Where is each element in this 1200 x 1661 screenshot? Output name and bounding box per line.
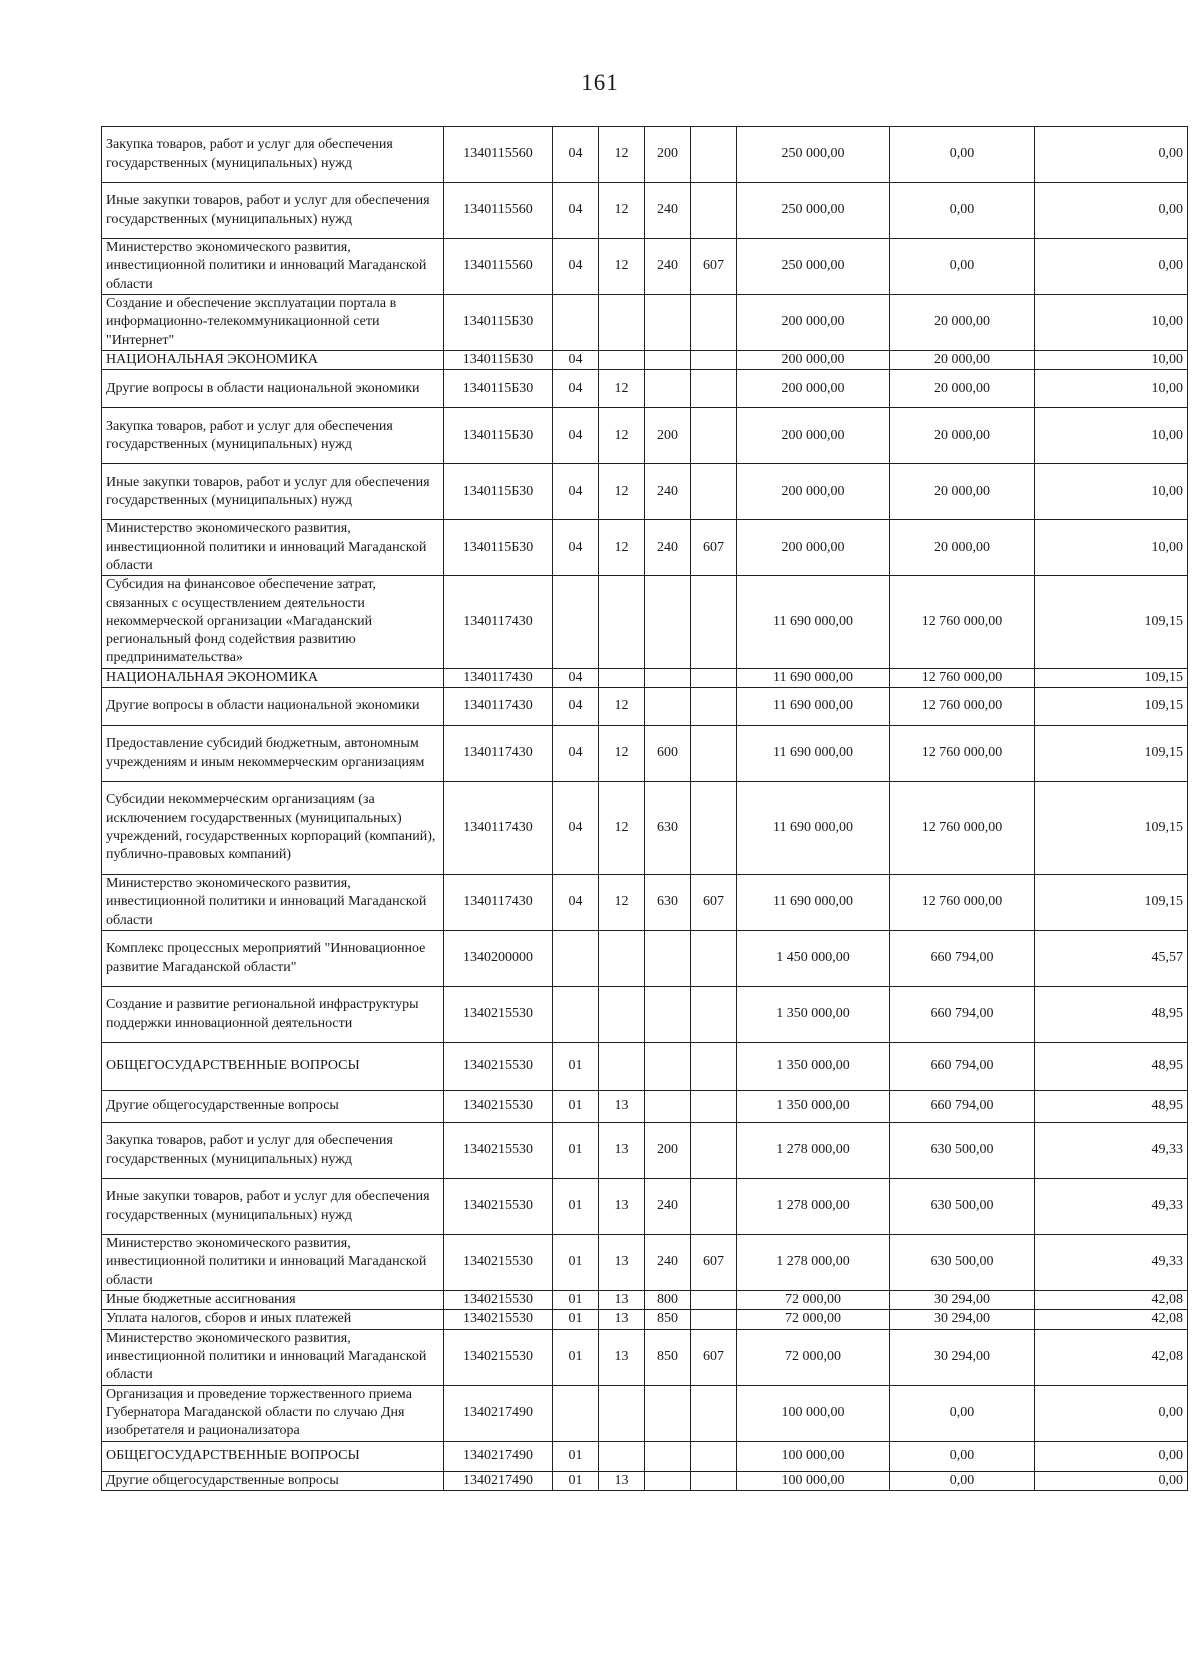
row-section: 01 — [553, 1091, 599, 1123]
row-execution-percent: 109,15 — [1035, 688, 1188, 726]
row-name: Иные закупки товаров, работ и услуг для обеспечения государственных (муниципальных) нужд — [102, 183, 444, 239]
table-row — [102, 1235, 1188, 1291]
row-subsection: 13 — [599, 1123, 645, 1179]
row-subsection: 12 — [599, 183, 645, 239]
row-expense-type — [645, 1385, 691, 1441]
row-actual-amount: 660 794,00 — [890, 1043, 1035, 1091]
row-section: 01 — [553, 1179, 599, 1235]
table-row — [102, 688, 1188, 726]
row-expense-type: 600 — [645, 726, 691, 782]
row-subsection — [599, 668, 645, 687]
row-actual-amount: 12 760 000,00 — [890, 875, 1035, 931]
row-planned-amount: 1 278 000,00 — [737, 1179, 890, 1235]
table-row — [102, 668, 1188, 687]
row-execution-percent: 42,08 — [1035, 1310, 1188, 1329]
row-execution-percent: 48,95 — [1035, 1043, 1188, 1091]
row-name: Закупка товаров, работ и услуг для обеспечения государственных (муниципальных) нужд — [102, 127, 444, 183]
row-expense-type — [645, 1091, 691, 1123]
row-execution-percent: 10,00 — [1035, 408, 1188, 464]
row-actual-amount: 30 294,00 — [890, 1310, 1035, 1329]
row-actual-amount: 0,00 — [890, 183, 1035, 239]
row-execution-percent: 45,57 — [1035, 931, 1188, 987]
row-administrator-code: 607 — [691, 875, 737, 931]
row-subsection: 12 — [599, 408, 645, 464]
row-execution-percent: 10,00 — [1035, 295, 1188, 351]
table-row — [102, 464, 1188, 520]
row-name: Организация и проведение торжественного приема Губернатора Магаданской области по случаю Дня изобретателя и рационализатора — [102, 1385, 444, 1441]
row-name: Уплата налогов, сборов и иных платежей — [102, 1310, 444, 1329]
row-target-code: 1340215530 — [444, 1329, 553, 1385]
row-section: 04 — [553, 464, 599, 520]
row-target-code: 1340115Б30 — [444, 464, 553, 520]
row-target-code: 1340200000 — [444, 931, 553, 987]
row-section: 01 — [553, 1329, 599, 1385]
row-administrator-code — [691, 1123, 737, 1179]
row-target-code: 1340215530 — [444, 1043, 553, 1091]
table-row — [102, 1123, 1188, 1179]
row-planned-amount: 1 350 000,00 — [737, 1043, 890, 1091]
row-target-code: 1340115560 — [444, 183, 553, 239]
row-actual-amount: 630 500,00 — [890, 1179, 1035, 1235]
row-planned-amount: 200 000,00 — [737, 295, 890, 351]
row-expense-type: 850 — [645, 1310, 691, 1329]
row-name: Министерство экономического развития, инвестиционной политики и инноваций Магаданской области — [102, 1329, 444, 1385]
table-row — [102, 408, 1188, 464]
row-planned-amount: 250 000,00 — [737, 183, 890, 239]
row-execution-percent: 49,33 — [1035, 1179, 1188, 1235]
row-subsection: 13 — [599, 1291, 645, 1310]
row-planned-amount: 11 690 000,00 — [737, 875, 890, 931]
row-subsection: 13 — [599, 1471, 645, 1490]
row-administrator-code: 607 — [691, 520, 737, 576]
row-actual-amount: 20 000,00 — [890, 351, 1035, 370]
row-administrator-code — [691, 1091, 737, 1123]
row-planned-amount: 100 000,00 — [737, 1471, 890, 1490]
table-row — [102, 1043, 1188, 1091]
row-target-code: 1340215530 — [444, 1291, 553, 1310]
row-subsection: 12 — [599, 875, 645, 931]
row-subsection: 12 — [599, 370, 645, 408]
row-expense-type: 630 — [645, 875, 691, 931]
row-target-code: 1340117430 — [444, 576, 553, 668]
row-name: Комплекс процессных мероприятий "Инновационное развитие Магаданской области" — [102, 931, 444, 987]
row-actual-amount: 30 294,00 — [890, 1291, 1035, 1310]
row-name: Иные бюджетные ассигнования — [102, 1291, 444, 1310]
row-execution-percent: 109,15 — [1035, 782, 1188, 875]
row-subsection: 12 — [599, 464, 645, 520]
row-planned-amount: 11 690 000,00 — [737, 576, 890, 668]
row-target-code: 1340117430 — [444, 875, 553, 931]
row-planned-amount: 11 690 000,00 — [737, 688, 890, 726]
row-target-code: 1340117430 — [444, 726, 553, 782]
row-target-code: 1340115Б30 — [444, 295, 553, 351]
row-name: Другие общегосударственные вопросы — [102, 1471, 444, 1490]
row-actual-amount: 20 000,00 — [890, 370, 1035, 408]
table-row — [102, 1091, 1188, 1123]
table-row — [102, 931, 1188, 987]
row-target-code: 1340217490 — [444, 1471, 553, 1490]
row-expense-type: 200 — [645, 408, 691, 464]
row-execution-percent: 0,00 — [1035, 127, 1188, 183]
table-row — [102, 520, 1188, 576]
row-subsection — [599, 1441, 645, 1471]
row-name: НАЦИОНАЛЬНАЯ ЭКОНОМИКА — [102, 351, 444, 370]
row-actual-amount: 12 760 000,00 — [890, 782, 1035, 875]
row-actual-amount: 660 794,00 — [890, 987, 1035, 1043]
table-row — [102, 183, 1188, 239]
row-actual-amount: 20 000,00 — [890, 464, 1035, 520]
row-target-code: 1340217490 — [444, 1385, 553, 1441]
row-administrator-code — [691, 127, 737, 183]
row-expense-type: 630 — [645, 782, 691, 875]
row-target-code: 1340215530 — [444, 1179, 553, 1235]
row-expense-type — [645, 1441, 691, 1471]
row-subsection — [599, 1385, 645, 1441]
row-subsection: 12 — [599, 520, 645, 576]
row-planned-amount: 1 278 000,00 — [737, 1235, 890, 1291]
row-subsection: 13 — [599, 1091, 645, 1123]
row-execution-percent: 49,33 — [1035, 1235, 1188, 1291]
row-section: 04 — [553, 726, 599, 782]
row-target-code: 1340117430 — [444, 782, 553, 875]
table-row — [102, 239, 1188, 295]
row-actual-amount: 0,00 — [890, 1441, 1035, 1471]
row-section: 01 — [553, 1235, 599, 1291]
row-administrator-code: 607 — [691, 239, 737, 295]
row-subsection — [599, 576, 645, 668]
row-section: 04 — [553, 351, 599, 370]
row-expense-type — [645, 668, 691, 687]
row-expense-type: 200 — [645, 1123, 691, 1179]
row-expense-type — [645, 295, 691, 351]
row-expense-type — [645, 688, 691, 726]
row-actual-amount: 12 760 000,00 — [890, 688, 1035, 726]
row-name: ОБЩЕГОСУДАРСТВЕННЫЕ ВОПРОСЫ — [102, 1043, 444, 1091]
row-section: 04 — [553, 127, 599, 183]
row-target-code: 1340215530 — [444, 1235, 553, 1291]
row-expense-type — [645, 931, 691, 987]
row-section: 04 — [553, 520, 599, 576]
row-planned-amount: 200 000,00 — [737, 408, 890, 464]
row-planned-amount: 250 000,00 — [737, 239, 890, 295]
row-section — [553, 576, 599, 668]
row-target-code: 1340115Б30 — [444, 370, 553, 408]
row-administrator-code — [691, 576, 737, 668]
row-actual-amount: 630 500,00 — [890, 1235, 1035, 1291]
row-name: Субсидии некоммерческим организациям (за исключением государственных (муниципальных) учреждений, государственных корпораций (компаний), публично-правовых компаний) — [102, 782, 444, 875]
row-planned-amount: 1 450 000,00 — [737, 931, 890, 987]
page-number: 161 — [581, 70, 619, 95]
row-section: 04 — [553, 875, 599, 931]
row-expense-type: 200 — [645, 127, 691, 183]
row-subsection: 13 — [599, 1310, 645, 1329]
row-actual-amount: 0,00 — [890, 1385, 1035, 1441]
row-administrator-code — [691, 726, 737, 782]
row-execution-percent: 49,33 — [1035, 1123, 1188, 1179]
row-planned-amount: 1 350 000,00 — [737, 1091, 890, 1123]
row-administrator-code — [691, 1441, 737, 1471]
table-row — [102, 1310, 1188, 1329]
row-administrator-code — [691, 1385, 737, 1441]
row-target-code: 1340117430 — [444, 688, 553, 726]
row-section: 01 — [553, 1291, 599, 1310]
row-section: 04 — [553, 239, 599, 295]
row-subsection: 12 — [599, 782, 645, 875]
row-planned-amount: 200 000,00 — [737, 520, 890, 576]
row-expense-type — [645, 576, 691, 668]
row-administrator-code — [691, 351, 737, 370]
row-planned-amount: 72 000,00 — [737, 1291, 890, 1310]
row-target-code: 1340215530 — [444, 987, 553, 1043]
row-subsection: 12 — [599, 688, 645, 726]
table-row — [102, 987, 1188, 1043]
row-name: Иные закупки товаров, работ и услуг для обеспечения государственных (муниципальных) нужд — [102, 1179, 444, 1235]
row-name: Министерство экономического развития, инвестиционной политики и инноваций Магаданской области — [102, 520, 444, 576]
row-planned-amount: 72 000,00 — [737, 1310, 890, 1329]
row-planned-amount: 100 000,00 — [737, 1385, 890, 1441]
row-actual-amount: 30 294,00 — [890, 1329, 1035, 1385]
row-subsection: 12 — [599, 127, 645, 183]
row-section: 04 — [553, 408, 599, 464]
row-expense-type: 800 — [645, 1291, 691, 1310]
row-actual-amount: 12 760 000,00 — [890, 576, 1035, 668]
row-administrator-code — [691, 688, 737, 726]
table-row — [102, 1441, 1188, 1471]
row-execution-percent: 10,00 — [1035, 464, 1188, 520]
row-actual-amount: 0,00 — [890, 127, 1035, 183]
row-section — [553, 1385, 599, 1441]
row-expense-type: 240 — [645, 464, 691, 520]
row-planned-amount: 1 350 000,00 — [737, 987, 890, 1043]
row-administrator-code: 607 — [691, 1235, 737, 1291]
row-administrator-code — [691, 1291, 737, 1310]
table-row — [102, 782, 1188, 875]
row-target-code: 1340115560 — [444, 239, 553, 295]
row-target-code: 1340117430 — [444, 668, 553, 687]
row-administrator-code: 607 — [691, 1329, 737, 1385]
row-administrator-code — [691, 931, 737, 987]
row-execution-percent: 10,00 — [1035, 370, 1188, 408]
row-section: 04 — [553, 688, 599, 726]
row-expense-type: 240 — [645, 1235, 691, 1291]
row-expense-type — [645, 351, 691, 370]
row-name: НАЦИОНАЛЬНАЯ ЭКОНОМИКА — [102, 668, 444, 687]
row-name: Министерство экономического развития, инвестиционной политики и инноваций Магаданской области — [102, 239, 444, 295]
row-administrator-code — [691, 295, 737, 351]
row-section: 04 — [553, 668, 599, 687]
row-actual-amount: 20 000,00 — [890, 295, 1035, 351]
table-row — [102, 1471, 1188, 1490]
row-execution-percent: 10,00 — [1035, 351, 1188, 370]
row-execution-percent: 42,08 — [1035, 1329, 1188, 1385]
row-expense-type — [645, 370, 691, 408]
row-execution-percent: 10,00 — [1035, 520, 1188, 576]
table-row — [102, 351, 1188, 370]
row-administrator-code — [691, 408, 737, 464]
row-actual-amount: 12 760 000,00 — [890, 668, 1035, 687]
row-actual-amount: 660 794,00 — [890, 1091, 1035, 1123]
row-section — [553, 295, 599, 351]
table-row — [102, 875, 1188, 931]
row-name: Создание и развитие региональной инфраструктуры поддержки инновационной деятельности — [102, 987, 444, 1043]
row-section — [553, 987, 599, 1043]
row-execution-percent: 48,95 — [1035, 1091, 1188, 1123]
row-expense-type — [645, 1471, 691, 1490]
row-execution-percent: 109,15 — [1035, 668, 1188, 687]
row-subsection — [599, 987, 645, 1043]
row-planned-amount: 250 000,00 — [737, 127, 890, 183]
row-name: Закупка товаров, работ и услуг для обеспечения государственных (муниципальных) нужд — [102, 408, 444, 464]
row-section: 04 — [553, 183, 599, 239]
row-name: Предоставление субсидий бюджетным, автономным учреждениям и иным некоммерческим организациям — [102, 726, 444, 782]
row-subsection — [599, 1043, 645, 1091]
row-planned-amount: 11 690 000,00 — [737, 782, 890, 875]
row-subsection: 13 — [599, 1179, 645, 1235]
row-subsection — [599, 295, 645, 351]
table-row — [102, 1385, 1188, 1441]
row-execution-percent: 42,08 — [1035, 1291, 1188, 1310]
row-execution-percent: 109,15 — [1035, 875, 1188, 931]
row-execution-percent: 0,00 — [1035, 1441, 1188, 1471]
row-subsection: 12 — [599, 239, 645, 295]
row-expense-type: 850 — [645, 1329, 691, 1385]
row-name: Другие общегосударственные вопросы — [102, 1091, 444, 1123]
row-execution-percent: 0,00 — [1035, 183, 1188, 239]
row-name: Создание и обеспечение эксплуатации портала в информационно-телекоммуникационной сети "Интернет" — [102, 295, 444, 351]
row-planned-amount: 200 000,00 — [737, 464, 890, 520]
table-row — [102, 295, 1188, 351]
row-planned-amount: 100 000,00 — [737, 1441, 890, 1471]
row-actual-amount: 0,00 — [890, 239, 1035, 295]
row-target-code: 1340115Б30 — [444, 520, 553, 576]
table-row — [102, 726, 1188, 782]
row-section: 01 — [553, 1043, 599, 1091]
row-name: Закупка товаров, работ и услуг для обеспечения государственных (муниципальных) нужд — [102, 1123, 444, 1179]
row-administrator-code — [691, 782, 737, 875]
table-row — [102, 576, 1188, 668]
row-execution-percent: 109,15 — [1035, 726, 1188, 782]
row-target-code: 1340215530 — [444, 1091, 553, 1123]
table-row — [102, 127, 1188, 183]
row-administrator-code — [691, 183, 737, 239]
row-actual-amount: 20 000,00 — [890, 520, 1035, 576]
row-name: Министерство экономического развития, инвестиционной политики и инноваций Магаданской области — [102, 1235, 444, 1291]
row-administrator-code — [691, 370, 737, 408]
row-expense-type: 240 — [645, 520, 691, 576]
row-actual-amount: 0,00 — [890, 1471, 1035, 1490]
row-expense-type — [645, 987, 691, 1043]
row-administrator-code — [691, 464, 737, 520]
row-administrator-code — [691, 668, 737, 687]
row-administrator-code — [691, 987, 737, 1043]
row-section: 01 — [553, 1310, 599, 1329]
row-target-code: 1340115560 — [444, 127, 553, 183]
row-subsection — [599, 351, 645, 370]
row-section: 01 — [553, 1471, 599, 1490]
row-planned-amount: 72 000,00 — [737, 1329, 890, 1385]
row-actual-amount: 20 000,00 — [890, 408, 1035, 464]
row-name: Иные закупки товаров, работ и услуг для обеспечения государственных (муниципальных) нужд — [102, 464, 444, 520]
row-actual-amount: 12 760 000,00 — [890, 726, 1035, 782]
row-target-code: 1340115Б30 — [444, 408, 553, 464]
budget-table-body — [102, 127, 1188, 1491]
row-name: Субсидия на финансовое обеспечение затрат, связанных с осуществлением деятельности некоммерческой организации «Магаданский региональный фонд содействия развитию предпринимательства» — [102, 576, 444, 668]
table-row — [102, 1179, 1188, 1235]
budget-table — [101, 126, 1188, 1491]
row-execution-percent: 0,00 — [1035, 239, 1188, 295]
row-section: 01 — [553, 1123, 599, 1179]
row-name: Министерство экономического развития, инвестиционной политики и инноваций Магаданской области — [102, 875, 444, 931]
row-administrator-code — [691, 1179, 737, 1235]
row-section: 04 — [553, 782, 599, 875]
row-planned-amount: 200 000,00 — [737, 370, 890, 408]
row-section: 01 — [553, 1441, 599, 1471]
row-actual-amount: 630 500,00 — [890, 1123, 1035, 1179]
row-subsection — [599, 931, 645, 987]
row-planned-amount: 1 278 000,00 — [737, 1123, 890, 1179]
row-expense-type: 240 — [645, 239, 691, 295]
table-row — [102, 1329, 1188, 1385]
row-actual-amount: 660 794,00 — [890, 931, 1035, 987]
row-expense-type: 240 — [645, 183, 691, 239]
row-subsection: 13 — [599, 1235, 645, 1291]
table-row — [102, 370, 1188, 408]
row-administrator-code — [691, 1310, 737, 1329]
row-subsection: 12 — [599, 726, 645, 782]
row-expense-type — [645, 1043, 691, 1091]
row-target-code: 1340217490 — [444, 1441, 553, 1471]
row-section — [553, 931, 599, 987]
row-subsection: 13 — [599, 1329, 645, 1385]
row-planned-amount: 200 000,00 — [737, 351, 890, 370]
row-target-code: 1340215530 — [444, 1310, 553, 1329]
table-row — [102, 1291, 1188, 1310]
row-planned-amount: 11 690 000,00 — [737, 668, 890, 687]
row-execution-percent: 109,15 — [1035, 576, 1188, 668]
row-name: Другие вопросы в области национальной экономики — [102, 370, 444, 408]
row-expense-type: 240 — [645, 1179, 691, 1235]
row-target-code: 1340215530 — [444, 1123, 553, 1179]
row-administrator-code — [691, 1471, 737, 1490]
row-execution-percent: 0,00 — [1035, 1471, 1188, 1490]
row-name: ОБЩЕГОСУДАРСТВЕННЫЕ ВОПРОСЫ — [102, 1441, 444, 1471]
row-name: Другие вопросы в области национальной экономики — [102, 688, 444, 726]
row-target-code: 1340115Б30 — [444, 351, 553, 370]
row-planned-amount: 11 690 000,00 — [737, 726, 890, 782]
row-execution-percent: 48,95 — [1035, 987, 1188, 1043]
row-section: 04 — [553, 370, 599, 408]
row-administrator-code — [691, 1043, 737, 1091]
row-execution-percent: 0,00 — [1035, 1385, 1188, 1441]
